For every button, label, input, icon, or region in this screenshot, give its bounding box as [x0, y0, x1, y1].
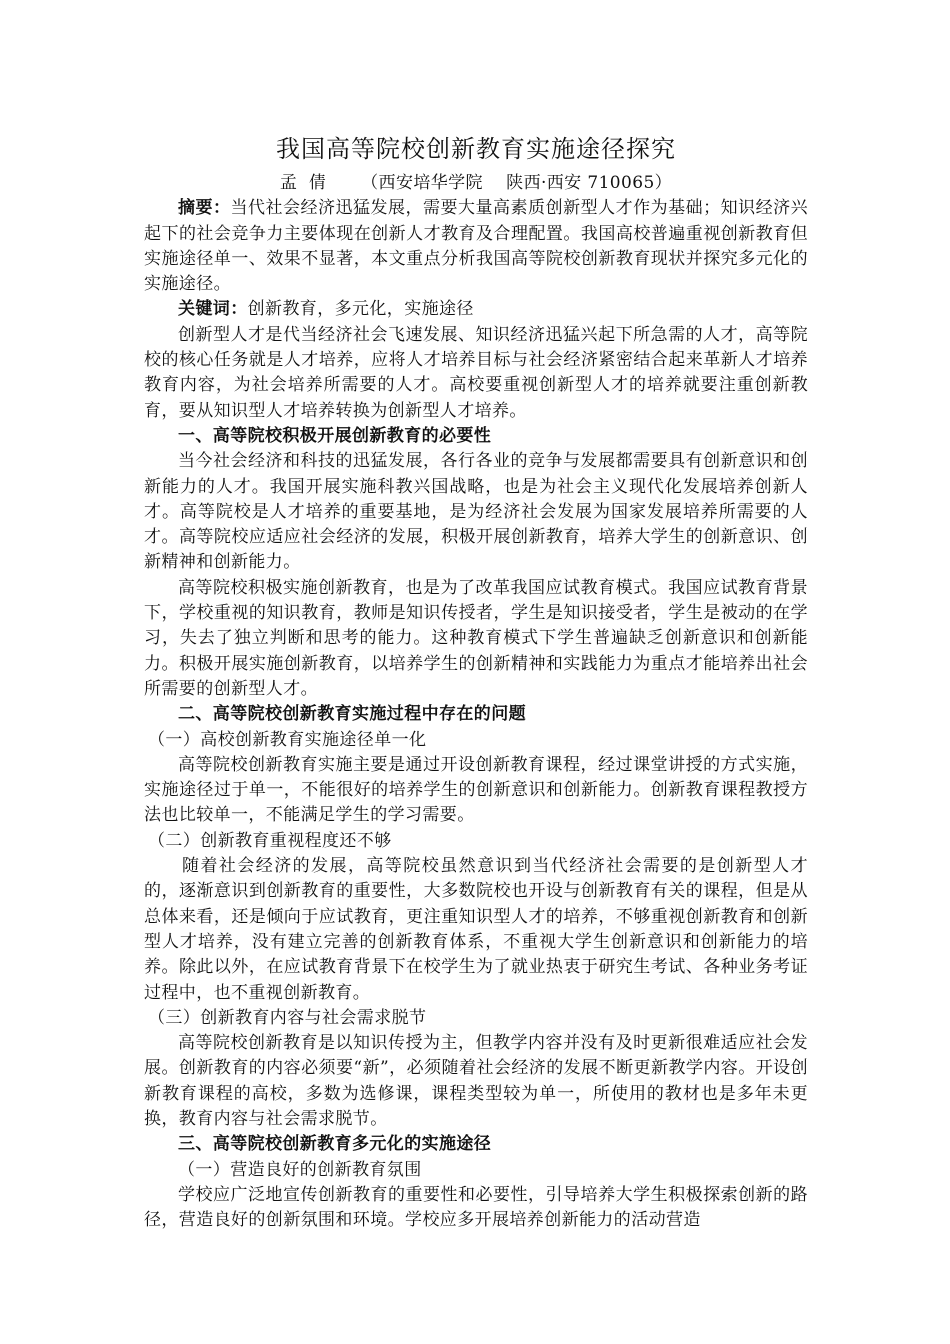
section-3-sub-1-paragraph: 学校应广泛地宣传创新教育的重要性和必要性，引导培养大学生积极探索创新的路径，营造良好的创新氛围和环境。学校应多开展培养创新能力的活动营造	[144, 1184, 808, 1231]
section-2-subheading-1: （一）高校创新教育实施途径单一化	[148, 729, 427, 750]
section-2-sub-3-paragraph: 高等院校创新教育是以知识传授为主，但教学内容并没有及时更新很难适应社会发展。创新教育的内容必须要“新”，必须随着社会经济的发展不断更新教学内容。开设创新教育课程的高校，多数为选修课，课程类型较为单一，所使用的教材也是多年未更换，教育内容与社会需求脱节。	[144, 1033, 808, 1129]
section-3-subheading-1: （一）营造良好的创新教育氛围	[178, 1159, 422, 1180]
keywords-text: 创新教育，多元化，实施途径	[247, 299, 474, 320]
section-1-paragraph-2: 高等院校积极实施创新教育，也是为了改革我国应试教育模式。我国应试教育背景下，学校重视的知识教育，教师是知识传授者，学生是知识接受者，学生是被动的在学习，失去了独立判断和思考的能力。这种教育模式下学生普遍缺乏创新意识和创新能力。积极开展实施创新教育，以培养学生的创新精神和实践能力为重点才能培养出社会所需要的创新型人才。	[144, 577, 808, 699]
section-2-heading: 二、高等院校创新教育实施过程中存在的问题	[178, 704, 526, 725]
section-2-sub-2-paragraph: 随着社会经济的发展，高等院校虽然意识到当代经济社会需要的是创新型人才的，逐渐意识到创新教育的重要性，大多数院校也开设与创新教育有关的课程，但是从总体来看，还是倾向于应试教育，更注重知识型人才的培养，不够重视创新教育和创新型人才培养，没有建立完善的创新教育体系，不重视大学生创新意识和创新能力的培养。除此以外，在应试教育背景下在校学生为了就业热衷于研究生考试、各种业务考证过程中，也不重视创新教育。	[144, 856, 808, 1003]
document-title: 我国高等院校创新教育实施途径探究	[276, 135, 676, 163]
section-1-paragraph-1: 当今社会经济和科技的迅猛发展，各行各业的竞争与发展都需要具有创新意识和创新能力的人才。我国开展实施科教兴国战略，也是为社会主义现代化发展培养创新人才。高等院校是人才培养的重要基地，是为经济社会发展为国家发展培养所需要的人才。高等院校应适应社会经济的发展，积极开展创新教育，培养大学生的创新意识、创新精神和创新能力。	[144, 451, 808, 573]
section-1-heading: 一、高等院校积极开展创新教育的必要性	[178, 425, 492, 446]
section-2-subheading-3: （三）创新教育内容与社会需求脱节	[148, 1007, 427, 1028]
section-2-sub-1-paragraph: 高等院校创新教育实施主要是通过开设创新教育课程，经过课堂讲授的方式实施，实施途径过于单一，不能很好的培养学生的创新意识和创新能力。创新教育课程教授方法也比较单一，不能满足学生的学习需要。	[144, 754, 808, 826]
document-page	[144, 125, 808, 1233]
section-2-subheading-2: （二）创新教育重视程度还不够	[148, 830, 392, 851]
author-affiliation: 孟 倩 （西安培华学院 陕西·西安 710065）	[279, 173, 673, 193]
abstract-label: 摘要：	[178, 198, 231, 219]
abstract-paragraph	[144, 196, 808, 297]
keywords-line	[144, 297, 808, 322]
abstract-text: 当代社会经济迅猛发展，需要大量高素质创新型人才作为基础；知识经济兴起下的社会竞争力主要体现在创新人才教育及合理配置。我国高校普遍重视创新教育但实施途径单一、效果不显著，本文重点分析我国高等院校创新教育现状并探究多元化的实施途径。	[144, 198, 808, 295]
keywords-label: 关键词：	[178, 299, 248, 320]
section-3-heading: 三、高等院校创新教育多元化的实施途径	[178, 1134, 492, 1155]
intro-paragraph: 创新型人才是代当经济社会飞速发展、知识经济迅猛兴起下所急需的人才，高等院校的核心任务就是人才培养，应将人才培养目标与社会经济紧密结合起来革新人才培养教育内容，为社会培养所需要的人才。高校要重视创新型人才的培养就要注重创新教育，要从知识型人才培养转换为创新型人才培养。	[144, 324, 808, 421]
